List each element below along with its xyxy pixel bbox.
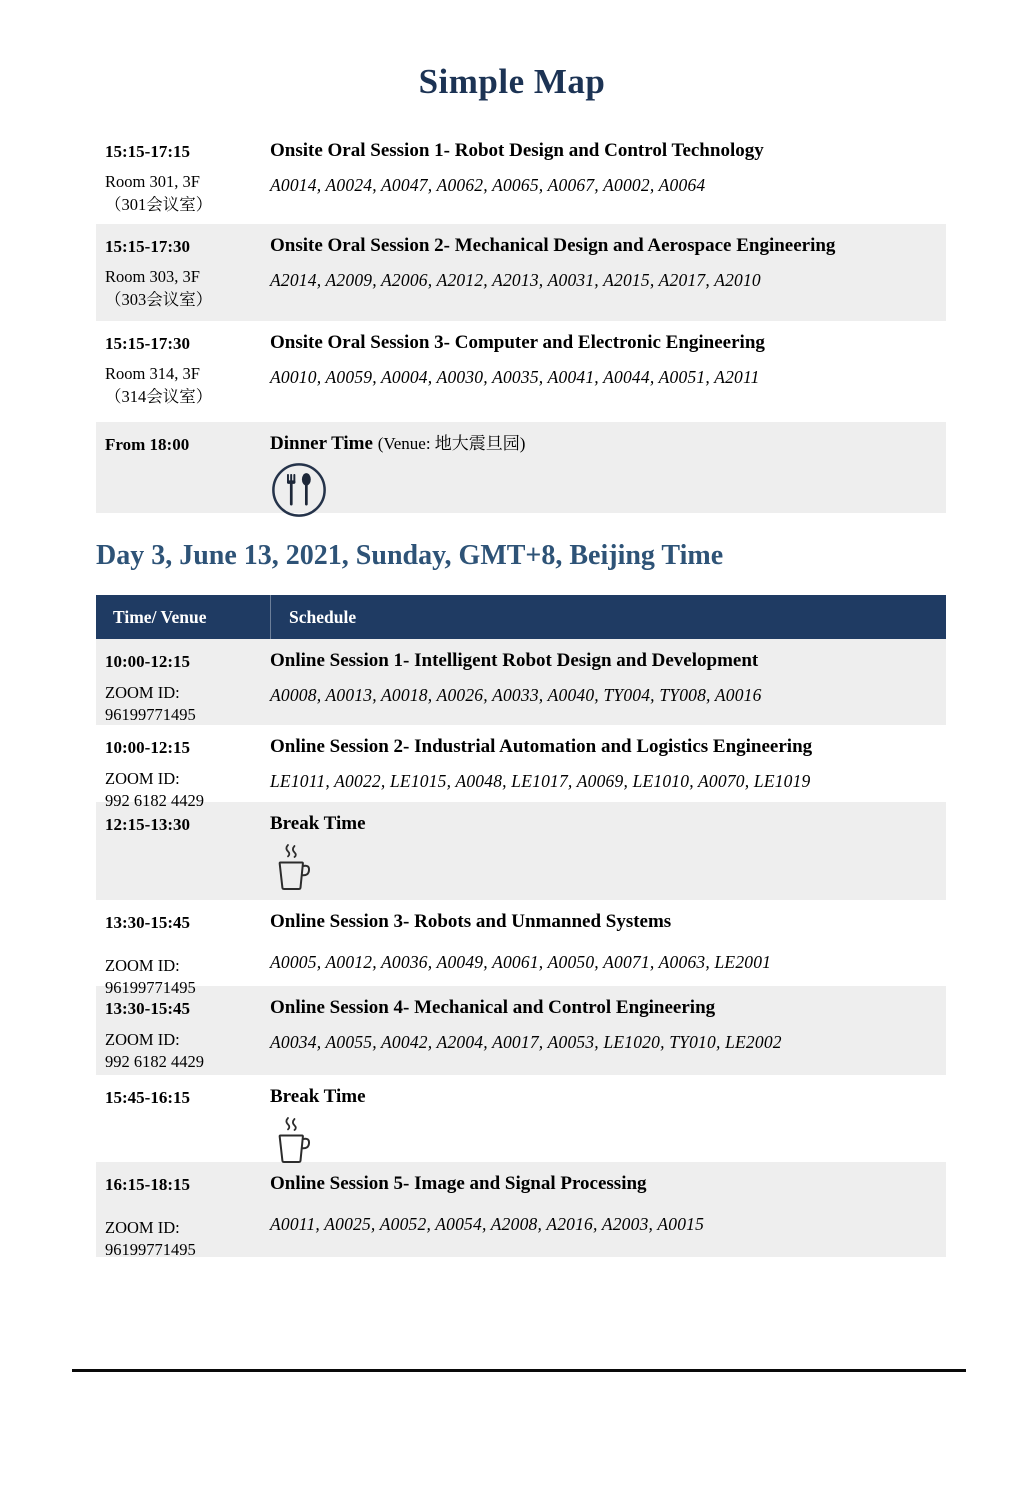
paper-codes: A0011, A0025, A0052, A0054, A2008, A2016, A2003, A0015: [270, 1213, 705, 1234]
time-venue-cell: [96, 224, 270, 321]
session-room-cn: （314会议室）: [105, 387, 213, 407]
schedule-cell: [270, 639, 946, 725]
onsite-schedule-table: [96, 129, 946, 513]
session-title: Online Session 5- Image and Signal Processing: [270, 1173, 647, 1194]
session-room-cn: （303会议室）: [105, 290, 213, 310]
time-venue-cell: [96, 986, 270, 1075]
zoom-id-label: ZOOM ID:: [105, 683, 180, 703]
table-header-row: [96, 595, 946, 639]
paper-codes: A0008, A0013, A0018, A0026, A0033, A0040, TY004, TY008, A0016: [270, 684, 762, 705]
table-row-break: [96, 802, 946, 900]
session-room: Room 301, 3F: [105, 172, 200, 192]
zoom-id-label: ZOOM ID:: [105, 769, 180, 789]
table-row: [96, 986, 946, 1075]
schedule-cell: [270, 900, 946, 986]
session-room: Room 314, 3F: [105, 364, 200, 384]
zoom-id-label: ZOOM ID:: [105, 1218, 180, 1238]
day3-schedule-table: [96, 595, 946, 1257]
session-time: 12:15-13:30: [105, 815, 190, 834]
table-row: [96, 900, 946, 997]
session-title: Online Session 3- Robots and Unmanned Systems: [270, 911, 672, 932]
table-row: [96, 129, 946, 224]
table-row: [96, 1162, 946, 1257]
session-time: From 18:00: [105, 435, 190, 454]
session-title: Onsite Oral Session 3- Computer and Electronic Engineering: [270, 332, 765, 353]
session-time: 13:30-15:45: [105, 913, 190, 932]
schedule-cell: [270, 129, 946, 224]
schedule-cell: [270, 986, 946, 1075]
column-header-time-venue: Time/ Venue: [113, 606, 207, 627]
session-time: 15:15-17:15: [105, 142, 190, 161]
time-venue-cell: [96, 422, 270, 513]
time-venue-cell: [96, 900, 270, 997]
table-row: [96, 224, 946, 321]
schedule-cell: [270, 1075, 946, 1162]
session-time: 15:45-16:15: [105, 1088, 190, 1107]
column-header-schedule: Schedule: [270, 595, 946, 639]
session-time: 16:15-18:15: [105, 1175, 190, 1194]
zoom-id-value: 96199771495: [105, 977, 196, 997]
session-time: 15:15-17:30: [105, 334, 190, 353]
schedule-cell: [270, 321, 946, 422]
time-venue-cell: [96, 639, 270, 725]
paper-codes: A0010, A0059, A0004, A0030, A0035, A0041, A0044, A0051, A2011: [270, 366, 760, 387]
time-venue-cell: [96, 802, 270, 900]
schedule-cell: [270, 725, 946, 802]
time-venue-cell: [96, 1162, 270, 1257]
paper-codes: A0005, A0012, A0036, A0049, A0061, A0050, A0071, A0063, LE2001: [270, 951, 772, 972]
dinner-title-label: Dinner Time: [270, 433, 373, 454]
day-heading: Day 3, June 13, 2021, Sunday, GMT+8, Beijing Time: [96, 540, 724, 571]
zoom-id-value: 992 6182 4429: [105, 1051, 204, 1071]
schedule-cell: [270, 802, 946, 900]
session-title: Online Session 2- Industrial Automation and Logistics Engineering: [270, 736, 813, 757]
session-time: 13:30-15:45: [105, 999, 190, 1018]
zoom-id-value: 96199771495: [105, 1239, 196, 1259]
table-row: [96, 639, 946, 725]
paper-codes: A0034, A0055, A0042, A2004, A0017, A0053, LE1020, TY010, LE2002: [270, 1031, 782, 1052]
time-venue-cell: [96, 129, 270, 224]
session-title: Online Session 4- Mechanical and Control Engineering: [270, 997, 716, 1018]
break-title: Break Time: [270, 1086, 366, 1107]
zoom-id-label: ZOOM ID:: [105, 956, 180, 976]
time-venue-cell: [96, 1075, 270, 1162]
table-row-dinner: [96, 422, 946, 513]
time-venue-cell: [96, 725, 270, 810]
paper-codes: A0014, A0024, A0047, A0062, A0065, A0067, A0002, A0064: [270, 174, 706, 195]
session-time: 10:00-12:15: [105, 652, 190, 671]
schedule-cell: [270, 422, 946, 513]
fork-and-spoon-icon: [270, 461, 328, 524]
session-title: Online Session 1- Intelligent Robot Design and Development: [270, 650, 759, 671]
dinner-title: [270, 432, 934, 456]
table-row-break: [96, 1075, 946, 1162]
paper-codes: LE1011, A0022, LE1015, A0048, LE1017, A0069, LE1010, A0070, LE1019: [270, 770, 811, 791]
session-time: 10:00-12:15: [105, 738, 190, 757]
schedule-cell: [270, 224, 946, 321]
paper-codes: A2014, A2009, A2006, A2012, A2013, A0031, A2015, A2017, A2010: [270, 269, 761, 290]
bottom-divider: [72, 1369, 966, 1372]
break-title: Break Time: [270, 813, 366, 834]
session-title: Onsite Oral Session 1- Robot Design and Control Technology: [270, 140, 764, 161]
page-title: Simple Map: [418, 62, 606, 101]
coffee-cup-icon: [276, 842, 312, 897]
session-time: 15:15-17:30: [105, 237, 190, 256]
session-title: Onsite Oral Session 2- Mechanical Design and Aerospace Engineering: [270, 235, 836, 256]
schedule-cell: [270, 1162, 946, 1257]
dinner-venue-note: (Venue: 地大震旦园): [377, 434, 526, 453]
time-venue-cell: [96, 321, 270, 422]
session-room-cn: （301会议室）: [105, 195, 213, 215]
session-room: Room 303, 3F: [105, 267, 200, 287]
zoom-id-value: 96199771495: [105, 704, 196, 724]
table-row: [96, 725, 946, 810]
zoom-id-label: ZOOM ID:: [105, 1030, 180, 1050]
zoom-id-value: 992 6182 4429: [105, 790, 204, 810]
table-row: [96, 321, 946, 422]
